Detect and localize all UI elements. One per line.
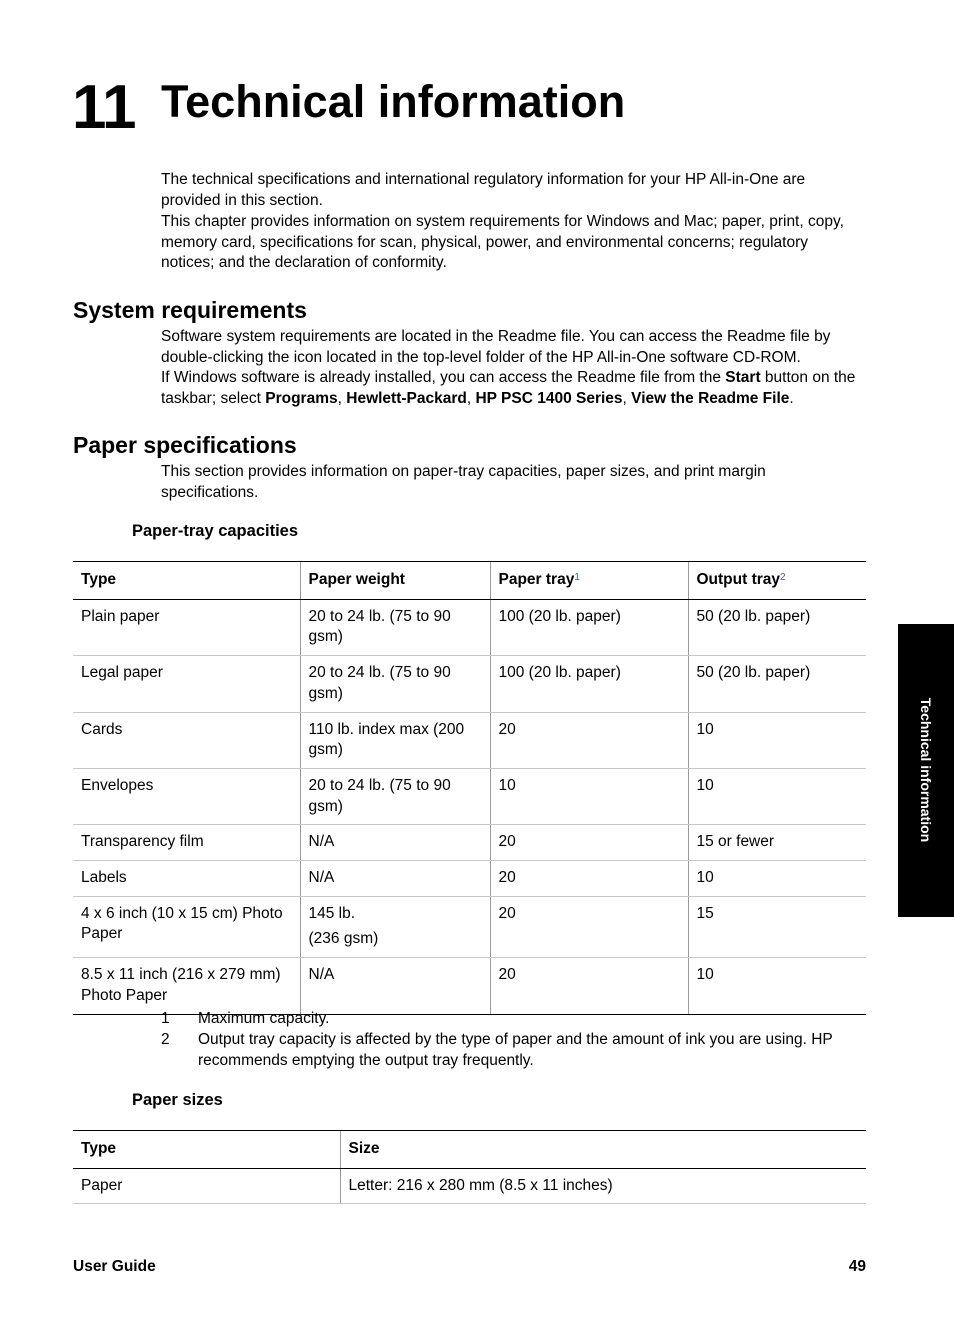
column-header-output-tray: Output tray$^2$ [688, 562, 866, 600]
cell-type: 8.5 x 11 inch (216 x 279 mm) Photo Paper [73, 958, 300, 1014]
cell-weight: 145 lb. (236 gsm) [300, 896, 490, 957]
cell-tray: 10 [490, 768, 688, 824]
cell-output: 10 [688, 861, 866, 897]
table-row [73, 712, 866, 768]
cell-weight: 110 lb. index max (200 gsm) [300, 712, 490, 768]
side-tab-label: Technical information [918, 697, 934, 843]
page-title: Technical information [161, 76, 626, 127]
menu-programs: Programs [265, 389, 338, 407]
column-header-type: Type [73, 562, 300, 600]
cell-size: Letter: 216 x 280 mm (8.5 x 11 inches) [340, 1168, 866, 1204]
table-row [73, 656, 866, 712]
paper-sizes-heading: Paper sizes [132, 1091, 223, 1109]
cell-output: 15 or fewer [688, 825, 866, 861]
table-row [73, 599, 866, 655]
cell-output: 10 [688, 958, 866, 1014]
cell-type: 4 x 6 inch (10 x 15 cm) Photo Paper [73, 896, 300, 957]
cell-type: Transparency film [73, 825, 300, 861]
system-requirements-heading: System requirements [73, 297, 307, 323]
footnote-text: Output tray capacity is affected by the type of paper and the amount of ink you are using. HP recommends emptying the output tray frequently. [198, 1031, 833, 1069]
table-row [73, 958, 866, 1014]
table-header-row [73, 562, 866, 600]
chapter-side-tab[interactable] [898, 624, 954, 917]
cell-type: Envelopes [73, 768, 300, 824]
footnote-ref-2[interactable]: 2 [780, 572, 786, 583]
cell-tray: 100 (20 lb. paper) [490, 599, 688, 655]
cell-type: Labels [73, 861, 300, 897]
footnote-ref-1[interactable]: 1 [574, 572, 580, 583]
intro-paragraph-2: This chapter provides information on system requirements for Windows and Mac; paper, print, copy, memory card, specifications for scan, physical, power, and environmental concerns; regulatory notices; and the declaration of conformity. [161, 213, 844, 272]
table-row [73, 768, 866, 824]
cell-output: 50 (20 lb. paper) [688, 656, 866, 712]
column-header-type: Type [73, 1131, 340, 1169]
intro-paragraph-1: The technical specifications and international regulatory information for your HP All-in-One are provided in this section. [161, 171, 806, 209]
cell-weight: N/A [300, 861, 490, 897]
menu-hp-psc-series: HP PSC 1400 Series [475, 389, 623, 407]
cell-tray: 20 [490, 861, 688, 897]
cell-type: Legal paper [73, 656, 300, 712]
system-requirements-paragraph-1: Software system requirements are located in the Readme file. You can access the Readme file by double-clicking the icon located in the top-level folder of the HP All-in-One software CD-ROM. [161, 328, 831, 366]
cell-tray: 100 (20 lb. paper) [490, 656, 688, 712]
paper-specifications-heading: Paper specifications [73, 432, 297, 458]
paper-specifications-paragraph: This section provides information on paper-tray capacities, paper sizes, and print margin specifications. [161, 463, 766, 501]
footnote-number: 1 [161, 1010, 170, 1027]
cell-weight: N/A [300, 825, 490, 861]
paper-sizes-table [73, 1130, 866, 1204]
table-row [73, 896, 866, 957]
cell-output: 10 [688, 712, 866, 768]
cell-type: Cards [73, 712, 300, 768]
footer-document-title: User Guide [73, 1258, 156, 1275]
menu-hewlett-packard: Hewlett-Packard [346, 389, 467, 407]
cell-output: 15 [688, 896, 866, 957]
start-button-label: Start [725, 369, 761, 386]
table-row [73, 825, 866, 861]
cell-type: Paper [73, 1168, 340, 1204]
cell-weight: 20 to 24 lb. (75 to 90 gsm) [300, 768, 490, 824]
chapter-number: 11 [72, 73, 136, 142]
table-footnotes [0, 1009, 954, 1073]
cell-tray: 20 [490, 896, 688, 957]
cell-tray: 20 [490, 958, 688, 1014]
cell-weight: N/A [300, 958, 490, 1014]
cell-tray: 20 [490, 825, 688, 861]
footnote-number: 2 [161, 1031, 170, 1048]
table-row [73, 1168, 866, 1204]
cell-type: Plain paper [73, 599, 300, 655]
table-row [73, 861, 866, 897]
paper-tray-capacities-heading: Paper-tray capacities [132, 522, 299, 540]
cell-weight: 20 to 24 lb. (75 to 90 gsm) [300, 656, 490, 712]
footer-page-number: 49 [848, 1258, 866, 1275]
cell-weight: 20 to 24 lb. (75 to 90 gsm) [300, 599, 490, 655]
system-requirements-paragraph-2: If Windows software is already installed, you can access the Readme file from the Start button on the taskbar; select Programs, Hewlett-Packard, HP PSC 1400 Series, View the Readme File. [161, 369, 856, 407]
cell-tray: 20 [490, 712, 688, 768]
footnote-text: Maximum capacity. [198, 1010, 330, 1027]
cell-output: 10 [688, 768, 866, 824]
menu-view-readme: View the Readme File [631, 389, 790, 407]
paper-tray-capacities-table [73, 561, 866, 1015]
column-header-paper-tray: Paper tray$^1$ [490, 562, 688, 600]
table-header-row [73, 1131, 866, 1169]
column-header-size: Size [340, 1131, 866, 1169]
cell-output: 50 (20 lb. paper) [688, 599, 866, 655]
column-header-paper-weight: Paper weight [300, 562, 490, 600]
